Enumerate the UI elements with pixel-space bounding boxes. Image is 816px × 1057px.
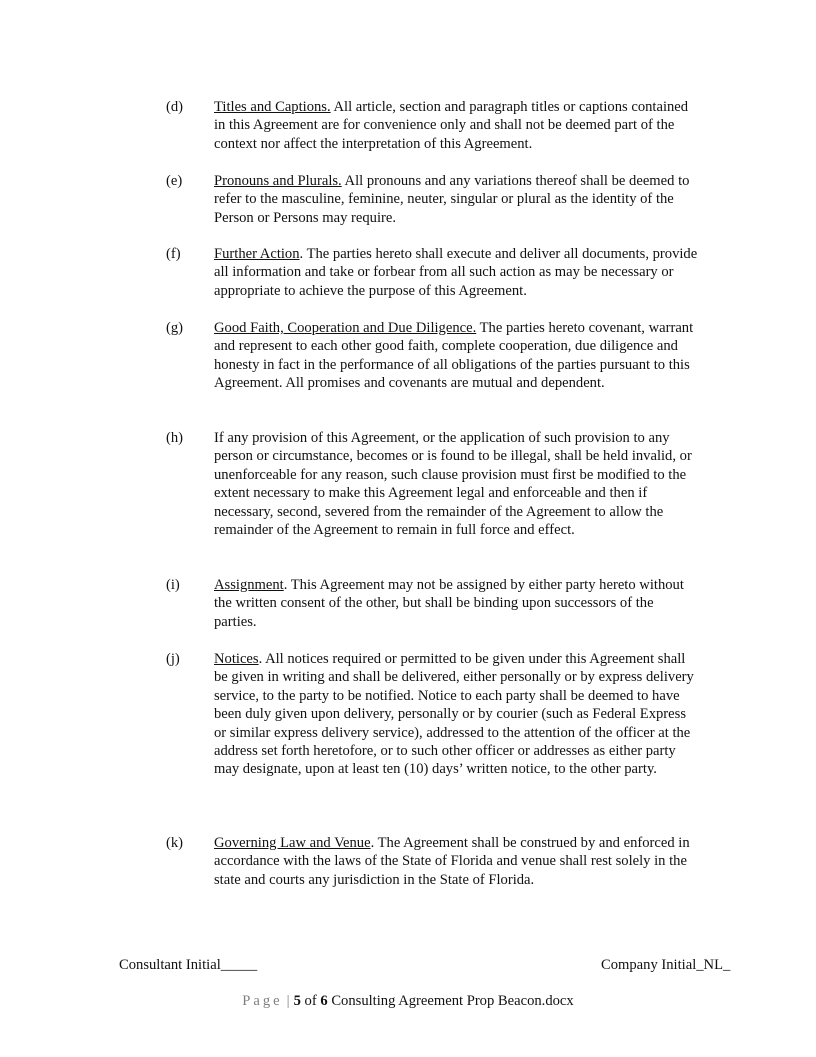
page-word: Page	[242, 993, 283, 1009]
clause-heading: Good Faith, Cooperation and Due Diligence.	[214, 320, 477, 336]
clause-heading: Assignment	[214, 577, 284, 593]
clause-text: The parties hereto covenant, warrant and represent to each other good faith, complete cooperation, due diligence and honesty in fact in the performance of all obligations of the parties pursuant to this Agreement. All promises and covenants are mutual and dependent.	[214, 320, 694, 392]
clause-body	[214, 834, 698, 889]
company-initial: Company Initial_NL_	[601, 957, 731, 973]
page-current: 5	[293, 993, 301, 1009]
clause-heading: Pronouns and Plurals.	[214, 173, 342, 189]
consultant-initial: Consultant Initial_____	[119, 957, 258, 973]
clause-marker: (i)	[166, 577, 180, 593]
clause-marker: (k)	[166, 835, 184, 851]
clause-text: . This Agreement may not be assigned by either party hereto without the written consent of the other, but shall be binding upon successors of the parties.	[214, 577, 684, 630]
clause-body	[214, 172, 698, 227]
clause-marker: (e)	[166, 173, 183, 189]
clause-body	[214, 576, 698, 631]
clause-body	[214, 245, 698, 300]
page-footer	[0, 992, 816, 1010]
clause-body	[214, 650, 698, 779]
clause-body	[214, 98, 698, 153]
clause-text: If any provision of this Agreement, or the application of such provision to any person or circumstance, becomes or is found to be illegal, shall be held invalid, or unenforceable for any reason, such clause provision must first be modified to the extent necessary to make this Agreement legal and enforceable and then if necessary, second, severed from the remainder of the Agreement to allow the remainder of the Agreement to remain in full force and effect.	[214, 430, 692, 539]
clause-marker: (j)	[166, 651, 180, 667]
clause-text: . The Agreement shall be construed by and enforced in accordance with the laws of the State of Florida and venue shall rest solely in the state and courts any jurisdiction in the State of Florida.	[214, 835, 690, 888]
page-total: 6	[320, 993, 328, 1009]
clause-marker: (f)	[166, 246, 181, 262]
clause-text: All article, section and paragraph titles or captions contained in this Agreement are for convenience only and shall not be deemed part of the context nor affect the interpretation of this Agreement.	[214, 99, 689, 152]
page-of: of	[304, 993, 317, 1009]
document-name: Consulting Agreement Prop Beacon.docx	[331, 993, 574, 1009]
clause-body	[214, 429, 698, 539]
clause-marker: (g)	[166, 320, 184, 336]
clause-text: . All notices required or permitted to be given under this Agreement shall be given in writing and shall be delivered, either personally or by express delivery service, to the party to be notified. Notice to each party shall be deemed to have been duly given upon delivery, personally or by courier (such as Federal Express or similar express delivery service), addressed to the attention of the officer at the address set forth heretofore, or to such other officer or addresses as either party may designate, upon at least ten (10) days’ written notice, to the other party.	[214, 651, 694, 778]
clause-text: All pronouns and any variations thereof shall be deemed to refer to the masculine, feminine, neuter, singular or plural as the identity of the Person or Persons may require.	[214, 173, 690, 226]
clause-marker: (h)	[166, 430, 184, 446]
clause-heading: Titles and Captions.	[214, 99, 331, 115]
clause-heading: Further Action	[214, 246, 300, 262]
clause-heading: Governing Law and Venue	[214, 835, 371, 851]
clause-marker: (d)	[166, 99, 184, 115]
clause-text: . The parties hereto shall execute and deliver all documents, provide all information and take or forbear from all such action as may be necessary or appropriate to achieve the purpose of this Agreement.	[214, 246, 698, 299]
clause-heading: Notices	[214, 651, 259, 667]
clause-body	[214, 319, 698, 393]
page-separator: |	[286, 993, 290, 1009]
